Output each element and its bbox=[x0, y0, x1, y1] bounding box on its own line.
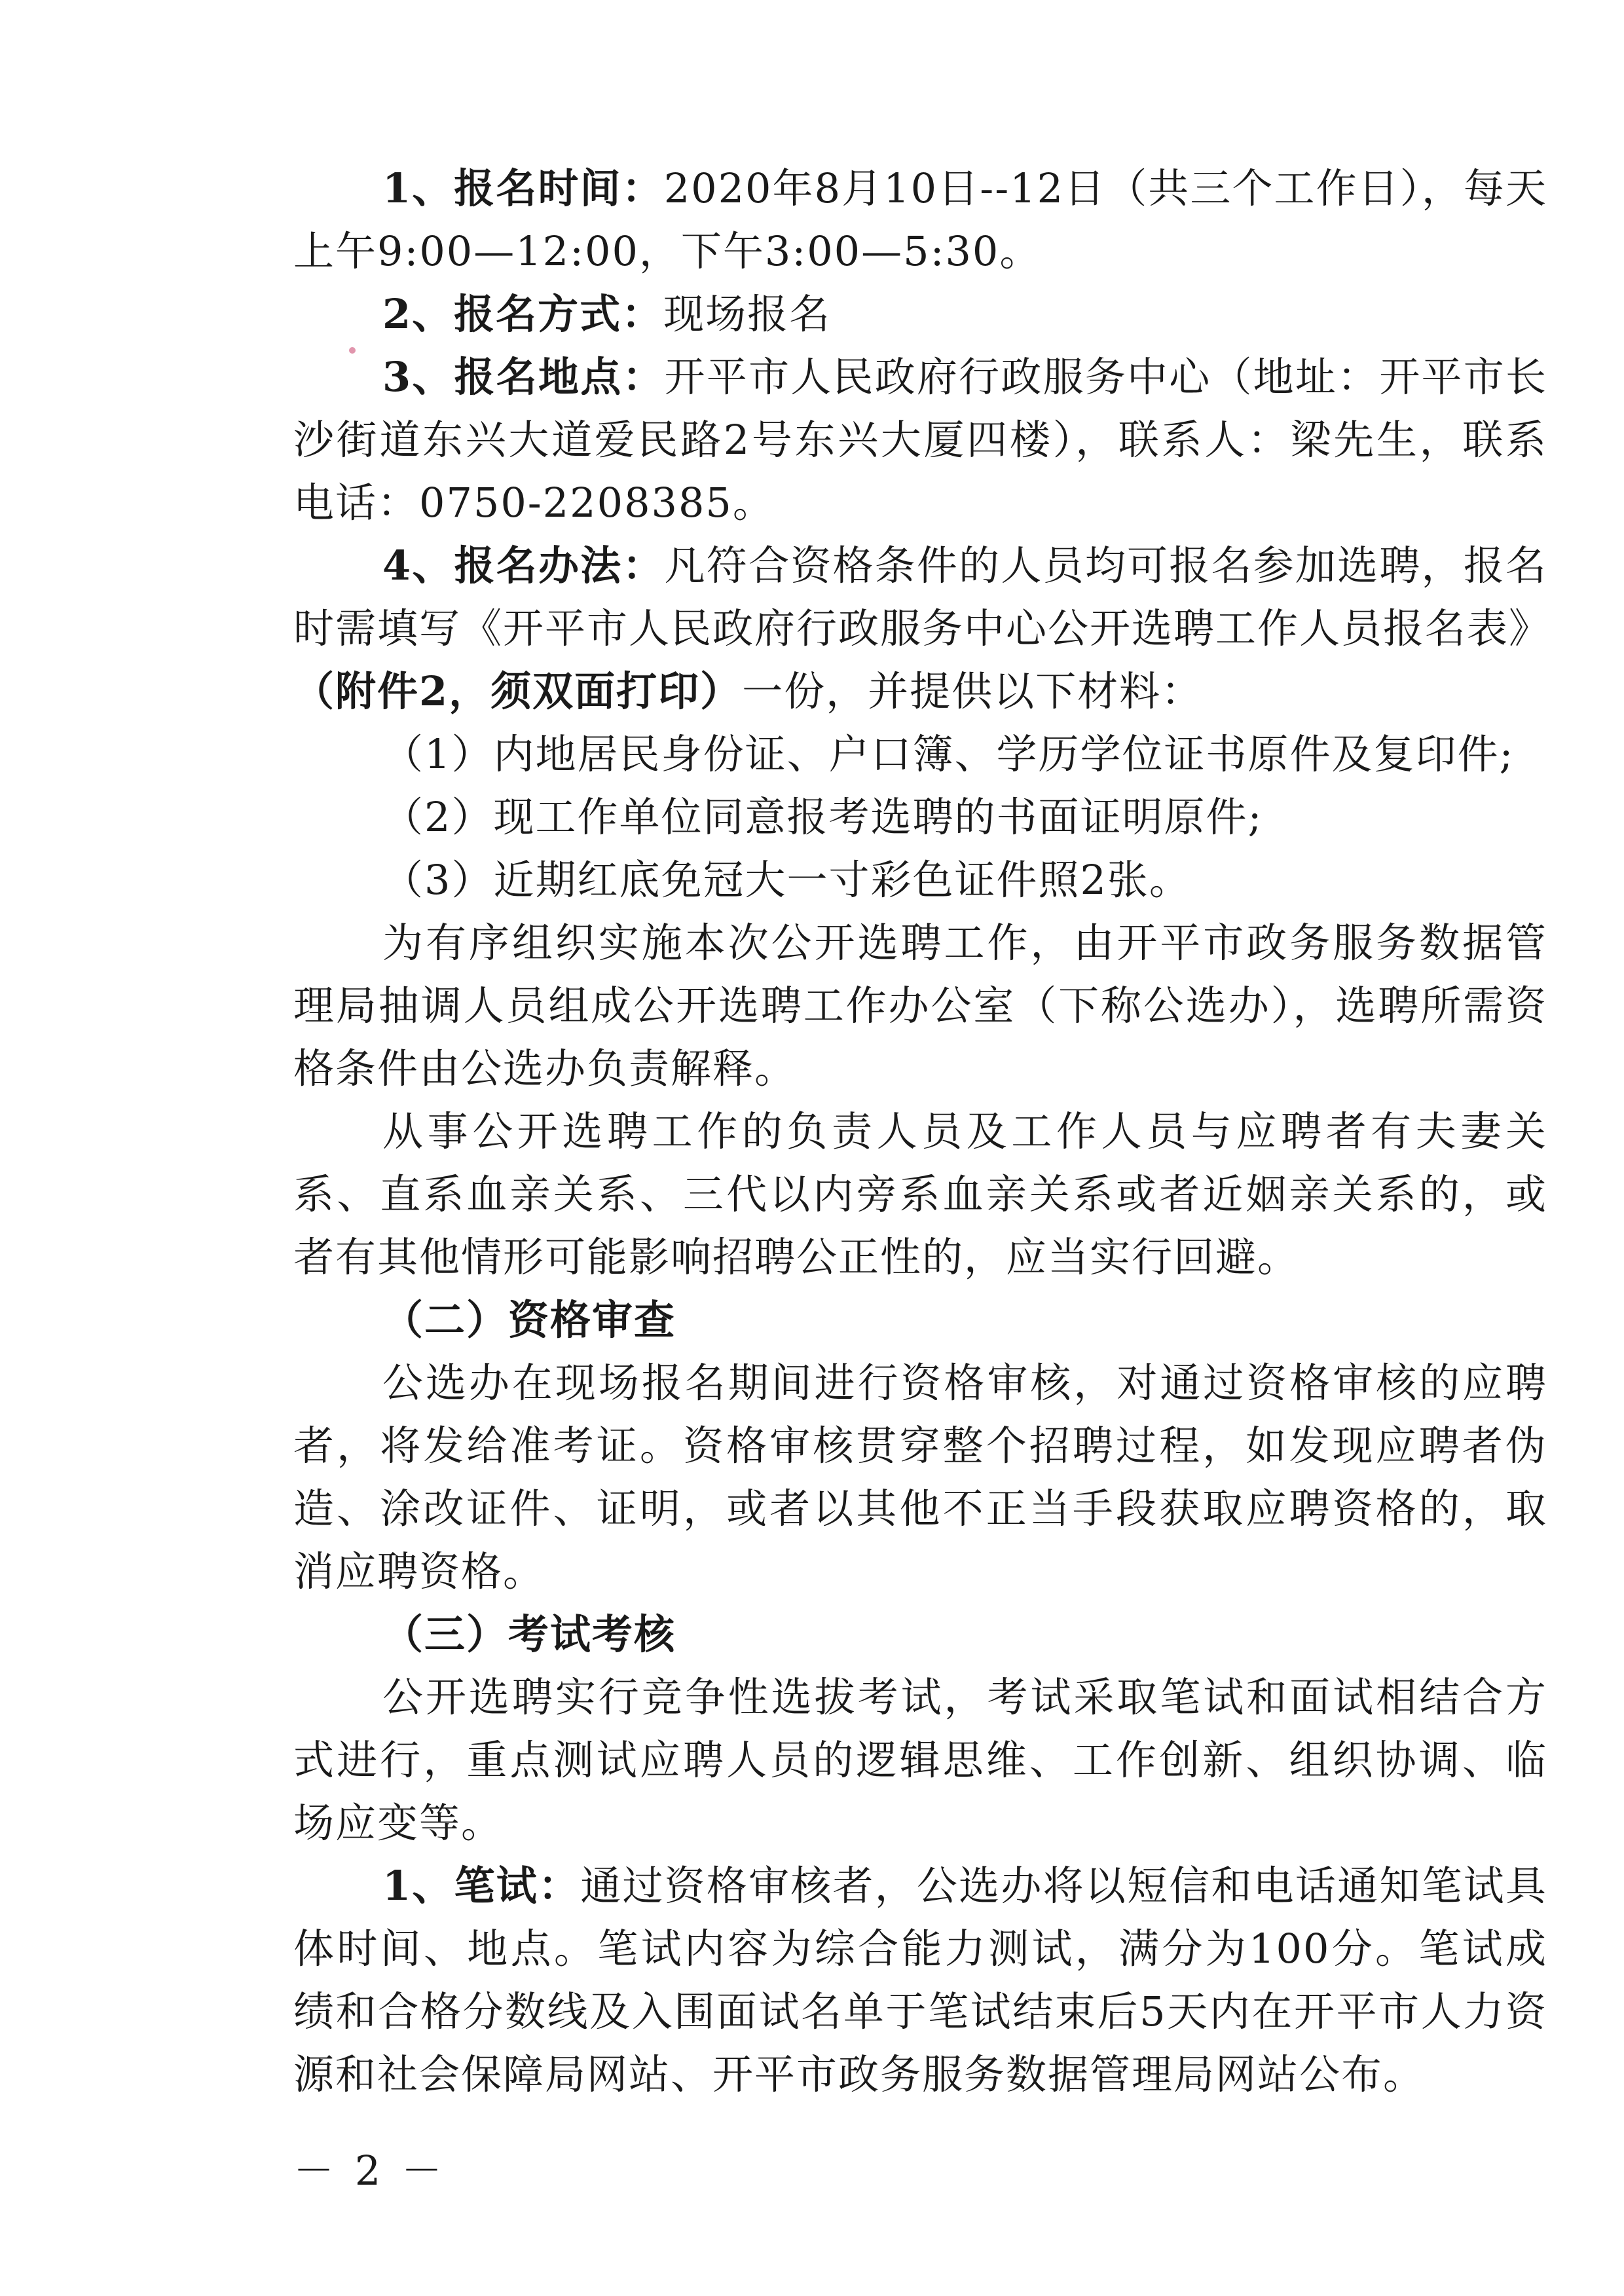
registration-place-label: 3、报名地点： bbox=[382, 353, 665, 401]
registration-method-text: 现场报名 bbox=[663, 290, 832, 338]
registration-time bbox=[293, 157, 1547, 283]
exam-paragraph: 公开选聘实行竞争性选拔考试，考试采取笔试和面试相结合方式进行，重点测试应聘人员的逻辑思维、工作创新、组织协调、临场应变等。 bbox=[293, 1673, 1547, 1847]
office-paragraph: 为有序组织实施本次公开选聘工作，由开平市政务服务数据管理局抽调人员组成公开选聘工作办公室（下称公选办），选聘所需资格条件由公选办负责解释。 bbox=[293, 919, 1547, 1092]
document-body bbox=[293, 157, 1551, 2106]
material-item-3: （3）近期红底免冠大一寸彩色证件照2张。 bbox=[382, 856, 1191, 904]
written-exam-text: 通过资格审核者，公选办将以短信和电话通知笔试具体时间、地点。笔试内容为综合能力测试，满分为100分。笔试成绩和合格分数线及入围面试名单于笔试结束后5天内在开平市人力资源和社会保障局网站、开平市政务服务数据管理局网站公布。 bbox=[293, 1862, 1547, 2098]
material-item-1: （1）内地居民身份证、户口簿、学历学位证书原件及复印件; bbox=[382, 730, 1515, 778]
registration-procedure-tail: 一份，并提供以下材料： bbox=[742, 667, 1204, 715]
registration-procedure-bold: （附件2，须双面打印） bbox=[293, 667, 743, 715]
registration-procedure bbox=[293, 534, 1551, 723]
section-heading-review: （二）资格审查 bbox=[382, 1296, 676, 1344]
registration-time-text: 2020年8月10日--12日（共三个工作日），每天上午9:00—12:00，下午3:00—5:30。 bbox=[293, 164, 1547, 275]
registration-method bbox=[293, 283, 1547, 346]
review-paragraph: 公选办在现场报名期间进行资格审核，对通过资格审核的应聘者，将发给准考证。资格审核贯穿整个招聘过程，如发现应聘者伪造、涂改证件、证明，或者以其他不正当手段获取应聘资格的，取消应聘资格。 bbox=[293, 1359, 1547, 1595]
written-exam-paragraph bbox=[293, 1855, 1547, 2106]
registration-time-label: 1、报名时间： bbox=[382, 164, 664, 212]
avoidance-paragraph: 从事公开选聘工作的负责人员及工作人员与应聘者有夫妻关系、直系血亲关系、三代以内旁系血亲关系或者近姻亲关系的，或者有其他情形可能影响招聘公正性的，应当实行回避。 bbox=[293, 1107, 1547, 1281]
material-item-2: （2）现工作单位同意报考选聘的书面证明原件; bbox=[382, 793, 1263, 841]
section-heading-exam: （三）考试考核 bbox=[382, 1610, 676, 1658]
registration-procedure-text: 凡符合资格条件的人员均可报名参加选聘，报名时需填写《开平市人民政府行政服务中心公开选聘工作人员报名表》 bbox=[293, 542, 1551, 652]
registration-procedure-label: 4、报名办法： bbox=[382, 542, 665, 589]
page-number: － 2 － bbox=[293, 2147, 446, 2194]
registration-method-label: 2、报名方式： bbox=[382, 290, 664, 338]
registration-place bbox=[293, 346, 1547, 534]
written-exam-label: 1、笔试： bbox=[382, 1862, 581, 1910]
registration-place-text: 开平市人民政府行政服务中心（地址：开平市长沙街道东兴大道爱民路2号东兴大厦四楼），联系人：梁先生，联系电话：0750-2208385。 bbox=[293, 353, 1547, 527]
